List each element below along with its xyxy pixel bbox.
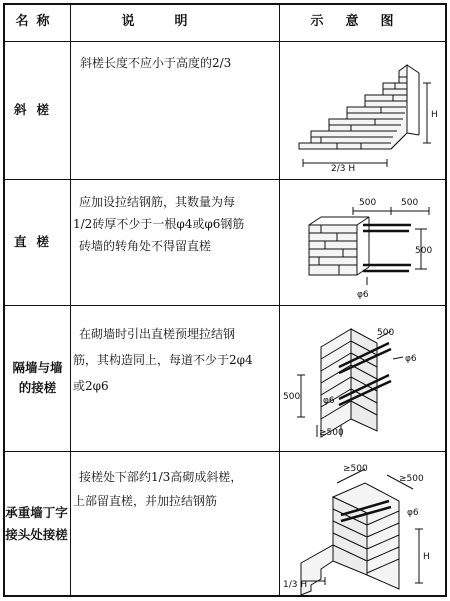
description-line: 砖墙的转角处不得留直槎: [79, 239, 212, 253]
diagram-label: φ6: [357, 290, 369, 300]
row-description-straight-joint: [73, 191, 277, 257]
diagram-label: φ6: [407, 508, 419, 518]
row-description-t-junction-joint: [73, 465, 277, 513]
diagram-label: 500: [401, 198, 419, 208]
diagram-label: ≥500: [399, 474, 424, 484]
description-line: 应加设拉结钢筋，其数量为每: [79, 195, 236, 209]
diagram-straight-joint: [281, 181, 445, 303]
header-description: 说明: [121, 14, 228, 29]
description-line: 或2φ6: [73, 379, 109, 393]
diagram-label: 2/3 H: [331, 164, 356, 174]
partition-joint-illustration: [281, 307, 445, 449]
header-name: 名称: [15, 14, 58, 29]
diagram-label: φ6: [323, 396, 335, 406]
description-line: 在砌墙时引出直槎预埋拉结钢: [79, 327, 236, 341]
diagram-partition-joint: [281, 307, 445, 449]
header-diagram: 示意图: [310, 14, 416, 29]
row-name-oblique-joint: 斜槎: [13, 102, 59, 117]
diagram-label: 500: [283, 392, 301, 402]
diagram-label: 500: [415, 246, 433, 256]
description-line: 筋，其构造同上，每道不少于2φ4: [73, 353, 253, 367]
column-divider: [279, 3, 280, 597]
diagram-oblique-joint: [281, 43, 445, 177]
row-description-partition-joint: [73, 321, 277, 399]
description-line: 接槎处下部约1/3高砌成斜槎，: [79, 470, 243, 484]
oblique-joint-illustration: [281, 43, 445, 177]
description-line: 斜槎长度不应小于高度的2/3: [80, 56, 232, 70]
diagram-label: ≥500: [319, 428, 344, 438]
construction-table: [3, 3, 447, 597]
diagram-label: 500: [377, 328, 395, 338]
diagram-label: H: [423, 552, 430, 562]
diagram-label: 1/3 H: [283, 580, 308, 590]
column-divider: [70, 3, 71, 597]
straight-joint-illustration: [281, 181, 445, 303]
diagram-t-junction-joint: [281, 453, 445, 595]
row-description-oblique-joint: [76, 53, 276, 73]
row-name-t-junction-joint: 承重墙丁字接头处接槎: [5, 505, 68, 542]
diagram-label: ≥500: [343, 464, 368, 474]
description-line: 1/2砖厚不少于一根φ4或φ6钢筋: [73, 217, 245, 231]
t-junction-joint-illustration: [281, 453, 445, 595]
diagram-label: 500: [359, 198, 377, 208]
description-line: 上部留直槎，并加拉结钢筋: [73, 494, 218, 508]
diagram-label: φ6: [405, 354, 417, 364]
row-name-straight-joint: 直槎: [13, 234, 59, 249]
diagram-label: H: [431, 110, 438, 120]
row-name-partition-joint: 隔墙与墙的接槎: [12, 360, 63, 395]
